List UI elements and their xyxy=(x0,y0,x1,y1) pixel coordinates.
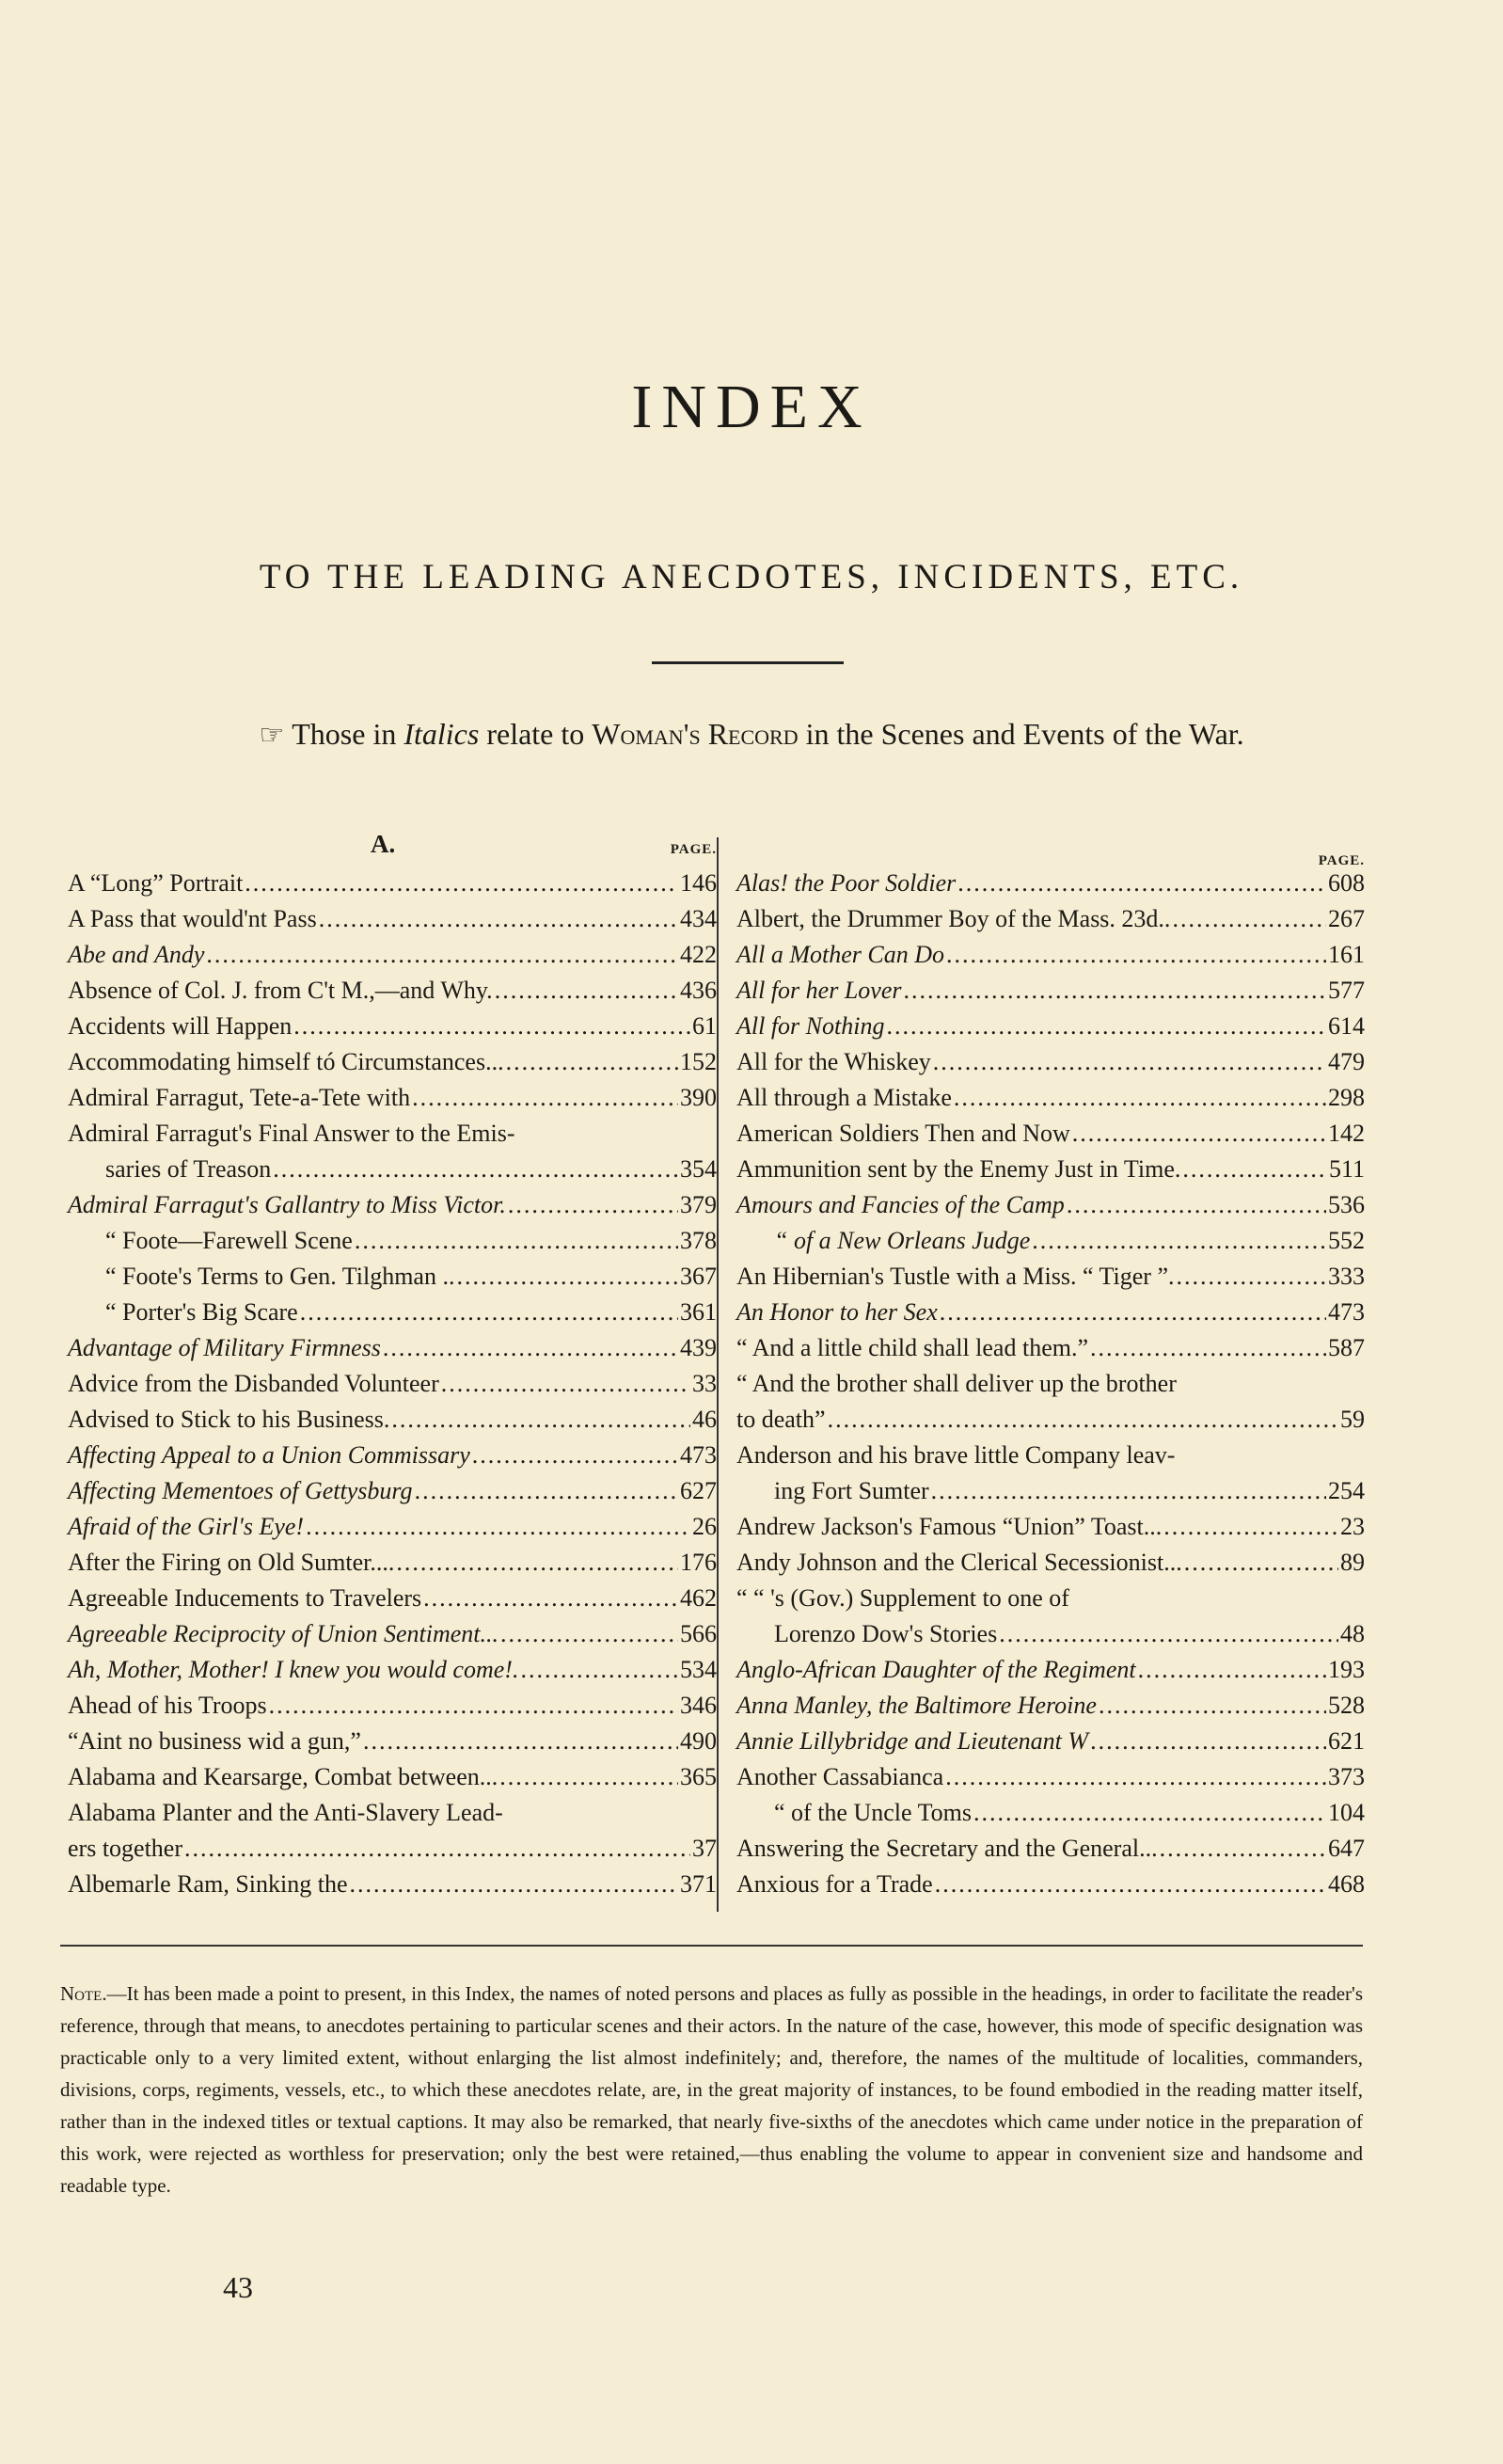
index-entry xyxy=(736,1116,1365,1152)
leader-dots xyxy=(472,1438,678,1473)
index-entry xyxy=(736,1545,1365,1581)
entry-page-number: 379 xyxy=(680,1191,717,1218)
entry-page-number: 146 xyxy=(680,869,717,897)
index-entry xyxy=(736,1366,1365,1402)
entry-title: A Pass that would'nt Pass xyxy=(68,905,317,932)
leader-dots xyxy=(495,973,678,1009)
entry-title: Andy Johnson and the Clerical Secessionist... xyxy=(736,1549,1182,1576)
title-rule xyxy=(652,661,844,664)
entry-title: Amours and Fancies of the Camp xyxy=(736,1191,1065,1218)
page-column-label: PAGE. xyxy=(1318,853,1365,868)
leader-dots xyxy=(269,1688,678,1724)
entry-title: “ Foote—Farewell Scene xyxy=(105,1227,353,1254)
entry-page-number: 587 xyxy=(1328,1334,1365,1361)
entry-title: “ “ 's (Gov.) Supplement to one of xyxy=(736,1584,1069,1612)
index-entry xyxy=(68,937,717,973)
index-entry xyxy=(68,1259,717,1295)
entry-title: Ammunition sent by the Enemy Just in Time. xyxy=(736,1155,1181,1183)
entry-page-number: 59 xyxy=(1340,1406,1365,1433)
entry-page-number: 361 xyxy=(680,1298,717,1326)
entry-title: Answering the Secretary and the General... xyxy=(736,1835,1158,1862)
entry-title: Agreeable Inducements to Travelers xyxy=(68,1584,422,1612)
index-entry xyxy=(68,1366,717,1402)
index-entry xyxy=(736,1652,1365,1688)
index-entry xyxy=(736,1080,1365,1116)
leader-dots xyxy=(954,1080,1326,1116)
leader-dots xyxy=(933,1044,1326,1080)
leader-dots xyxy=(1160,1831,1326,1867)
entry-title: All for her Lover xyxy=(736,977,902,1004)
index-entry xyxy=(68,901,717,937)
index-entry xyxy=(68,1044,717,1080)
entry-title: “ of the Uncle Toms xyxy=(774,1799,972,1826)
notice-text-after: relate to xyxy=(479,717,593,751)
entry-page-number: 61 xyxy=(692,1012,717,1040)
index-entry xyxy=(736,1867,1365,1902)
index-entry xyxy=(68,866,717,901)
entry-title: Albert, the Drummer Boy of the Mass. 23d.. xyxy=(736,905,1171,932)
index-entry xyxy=(68,1724,717,1759)
entry-title: Accidents will Happen xyxy=(68,1012,293,1040)
entry-page-number: 462 xyxy=(680,1584,717,1612)
index-entry xyxy=(68,1116,717,1152)
entry-title: Anna Manley, the Baltimore Heroine xyxy=(736,1692,1097,1719)
leader-dots xyxy=(1138,1652,1326,1688)
leader-dots xyxy=(1067,1187,1326,1223)
notice-italics-word: Italics xyxy=(403,717,480,751)
entry-page-number: 436 xyxy=(680,977,717,1004)
entry-title: “ And a little child shall lead them.” xyxy=(736,1334,1089,1361)
entry-page-number: 627 xyxy=(680,1477,717,1504)
index-entry xyxy=(68,1152,717,1187)
entry-title: Anxious for a Trade xyxy=(736,1870,933,1898)
entry-title: Admiral Farragut, Tete-a-Tete with xyxy=(68,1084,411,1111)
leader-dots xyxy=(1177,1259,1327,1295)
entry-title: Affecting Appeal to a Union Commissary xyxy=(68,1441,470,1469)
entry-title: Ah, Mother, Mother! I knew you would come!. xyxy=(68,1656,519,1683)
index-entry xyxy=(736,1044,1365,1080)
italics-notice xyxy=(0,717,1503,752)
entry-page-number: 479 xyxy=(1328,1048,1365,1075)
entry-title: All a Mother Can Do xyxy=(736,941,944,968)
leader-dots xyxy=(293,1009,690,1044)
leader-dots xyxy=(412,1080,678,1116)
index-entry xyxy=(68,1616,717,1652)
index-entry xyxy=(68,1759,717,1795)
entry-page-number: 614 xyxy=(1328,1012,1365,1040)
leader-dots xyxy=(245,866,678,901)
entry-title: Admiral Farragut's Final Answer to the Emis- xyxy=(68,1120,515,1147)
index-entry xyxy=(736,1259,1365,1295)
entry-title: Absence of Col. J. from C't M.,—and Why. xyxy=(68,977,493,1004)
index-entry xyxy=(736,1724,1365,1759)
index-entry xyxy=(736,937,1365,973)
index-entry xyxy=(68,1223,717,1259)
entry-page-number: 23 xyxy=(1340,1513,1365,1540)
index-entry xyxy=(736,866,1365,901)
index-entry xyxy=(736,1152,1365,1187)
entry-title: “Aint no business wid a gun,” xyxy=(68,1727,361,1755)
entry-page-number: 390 xyxy=(680,1084,717,1111)
page-column-label: PAGE. xyxy=(670,842,717,857)
leader-dots xyxy=(1072,1116,1326,1152)
entry-title: Agreeable Reciprocity of Union Sentiment... xyxy=(68,1620,498,1647)
entry-page-number: 373 xyxy=(1328,1763,1365,1790)
entry-title: American Soldiers Then and Now xyxy=(736,1120,1070,1147)
entry-title: Advantage of Military Firmness xyxy=(68,1334,381,1361)
entry-page-number: 434 xyxy=(680,905,717,932)
entry-page-number: 33 xyxy=(692,1370,717,1397)
index-entry xyxy=(736,1438,1365,1473)
entry-title: “ of a New Orleans Judge xyxy=(774,1227,1031,1254)
leader-dots xyxy=(935,1867,1326,1902)
index-entry xyxy=(736,1688,1365,1724)
entry-page-number: 365 xyxy=(680,1763,717,1790)
index-entry xyxy=(736,1509,1365,1545)
entry-title: “ Foote's Terms to Gen. Tilghman .. xyxy=(105,1263,455,1290)
entry-page-number: 176 xyxy=(680,1549,717,1576)
leader-dots xyxy=(300,1295,678,1330)
column-header xyxy=(68,828,717,866)
notice-text-end: in the Scenes and Events of the War. xyxy=(798,717,1244,751)
leader-dots xyxy=(206,937,678,973)
page-number: 43 xyxy=(223,2270,253,2304)
index-entries-right xyxy=(736,866,1365,1902)
index-column-right xyxy=(736,828,1365,1902)
index-entry xyxy=(736,1795,1365,1831)
entry-page-number: 142 xyxy=(1328,1120,1365,1147)
index-entry xyxy=(736,1330,1365,1366)
entry-page-number: 26 xyxy=(692,1513,717,1540)
entry-page-number: 267 xyxy=(1328,905,1365,932)
entry-page-number: 378 xyxy=(680,1227,717,1254)
entry-page-number: 152 xyxy=(680,1048,717,1075)
leader-dots xyxy=(423,1581,678,1616)
index-entry xyxy=(736,1295,1365,1330)
entry-title: An Hibernian's Tustle with a Miss. “ Tiger ”. xyxy=(736,1263,1175,1290)
index-entry xyxy=(68,1009,717,1044)
leader-dots xyxy=(306,1509,690,1545)
entry-title: Lorenzo Dow's Stories xyxy=(774,1620,998,1647)
entry-page-number: 48 xyxy=(1340,1620,1365,1647)
footnote-rule xyxy=(60,1945,1363,1947)
entry-title: An Honor to her Sex xyxy=(736,1298,938,1326)
index-entry xyxy=(736,973,1365,1009)
leader-dots xyxy=(273,1152,678,1187)
entry-title: “ Porter's Big Scare xyxy=(105,1298,298,1326)
leader-dots xyxy=(1172,901,1326,937)
index-entry xyxy=(68,1402,717,1438)
leader-dots xyxy=(1099,1688,1326,1724)
entry-page-number: 608 xyxy=(1328,869,1365,897)
entry-page-number: 536 xyxy=(1328,1191,1365,1218)
index-entry xyxy=(68,1473,717,1509)
leader-dots xyxy=(508,1187,678,1223)
entry-page-number: 552 xyxy=(1328,1227,1365,1254)
entry-title: Affecting Mementoes of Gettysburg xyxy=(68,1477,413,1504)
index-entry xyxy=(68,1187,717,1223)
notice-text-before: Those in xyxy=(292,717,404,751)
index-entry xyxy=(736,1402,1365,1438)
entry-title: Alas! the Poor Soldier xyxy=(736,869,957,897)
leader-dots xyxy=(363,1724,678,1759)
index-entry xyxy=(68,1330,717,1366)
entry-page-number: 37 xyxy=(692,1835,717,1862)
entry-page-number: 371 xyxy=(680,1870,717,1898)
index-entry xyxy=(736,1581,1365,1616)
index-entry xyxy=(68,1795,717,1831)
footnote xyxy=(60,1978,1363,2202)
column-divider xyxy=(717,837,719,1912)
entry-title: ers together xyxy=(68,1835,183,1862)
index-column-left xyxy=(68,828,717,1902)
entry-page-number: 333 xyxy=(1328,1263,1365,1290)
footnote-text: —It has been made a point to present, in this Index, the names of noted persons and places as fully as possible in the headings, in order to facilitate the reader's reference, through that means, to anecdotes pertaining to particular scenes and their actors. In the nature of the case, however, this mode of specific designation was practicable only to a very limited extent, without enlarging the list almost indefinitely; and, therefore, the names of the multitude of localities, commanders, divisions, corps, regiments, vessels, etc., to which these anecdotes relate, are, in the great majority of instances, to be found embodied in the reading matter itself, rather than in the indexed titles or textual captions. It may also be remarked, that nearly five-sixths of the anecdotes which came under notice in the preparation of this work, were rejected as worthless for preservation; only the best were retained,—thus enabling the volume to appear in convenient size and handsome and readable type. xyxy=(60,1982,1363,2197)
column-header xyxy=(736,828,1365,866)
leader-dots xyxy=(506,1044,678,1080)
section-letter: A. xyxy=(371,830,396,858)
entry-title: Accommodating himself tó Circumstances... xyxy=(68,1048,504,1075)
entry-title: Alabama and Kearsarge, Combat between... xyxy=(68,1763,498,1790)
leader-dots xyxy=(904,973,1327,1009)
entry-title: A “Long” Portrait xyxy=(68,869,244,897)
index-entry xyxy=(68,1545,717,1581)
index-entry xyxy=(736,1616,1365,1652)
page-title: INDEX xyxy=(631,373,872,441)
leader-dots xyxy=(945,1759,1326,1795)
index-entry xyxy=(736,1009,1365,1044)
entry-page-number: 473 xyxy=(1328,1298,1365,1326)
leader-dots xyxy=(1163,1509,1338,1545)
leader-dots xyxy=(973,1795,1326,1831)
index-entry xyxy=(68,1867,717,1902)
index-entry xyxy=(736,1223,1365,1259)
page-subtitle: TO THE LEADING ANECDOTES, INCIDENTS, ETC. xyxy=(259,558,1244,596)
entry-title: All for the Whiskey xyxy=(736,1048,931,1075)
entry-page-number: 439 xyxy=(680,1334,717,1361)
entry-title: After the Firing on Old Sumter.... xyxy=(68,1549,395,1576)
entry-title: Anderson and his brave little Company leav- xyxy=(736,1441,1176,1469)
leader-dots xyxy=(441,1366,690,1402)
index-entry xyxy=(68,1688,717,1724)
index-entry xyxy=(736,1187,1365,1223)
entry-title: All for Nothing xyxy=(736,1012,885,1040)
footnote-label: Note. xyxy=(60,1982,107,2005)
index-entry xyxy=(68,973,717,1009)
entry-title: Admiral Farragut's Gallantry to Miss Victor. xyxy=(68,1191,506,1218)
index-entry xyxy=(68,1438,717,1473)
entry-page-number: 161 xyxy=(1328,941,1365,968)
entry-page-number: 346 xyxy=(680,1692,717,1719)
entry-page-number: 354 xyxy=(680,1155,717,1183)
entry-page-number: 422 xyxy=(680,941,717,968)
entry-page-number: 511 xyxy=(1328,1155,1365,1183)
entry-page-number: 254 xyxy=(1328,1477,1365,1504)
leader-dots xyxy=(500,1616,678,1652)
leader-dots xyxy=(1032,1223,1326,1259)
notice-womans-record: Woman's Record xyxy=(592,717,799,751)
entry-title: Advised to Stick to his Business. xyxy=(68,1406,390,1433)
leader-dots xyxy=(456,1259,678,1295)
entry-title: Annie Lillybridge and Lieutenant W xyxy=(736,1727,1089,1755)
entry-page-number: 528 xyxy=(1328,1692,1365,1719)
entry-page-number: 104 xyxy=(1328,1799,1365,1826)
entry-page-number: 298 xyxy=(1328,1084,1365,1111)
index-entry xyxy=(68,1831,717,1867)
entry-title: All through a Mistake xyxy=(736,1084,952,1111)
leader-dots xyxy=(184,1831,690,1867)
entry-page-number: 473 xyxy=(680,1441,717,1469)
entry-title: Abe and Andy xyxy=(68,941,205,968)
leader-dots xyxy=(940,1295,1326,1330)
leader-dots xyxy=(946,937,1326,973)
leader-dots xyxy=(957,866,1326,901)
leader-dots xyxy=(319,901,678,937)
index-entry xyxy=(68,1581,717,1616)
entry-title: Andrew Jackson's Famous “Union” Toast... xyxy=(736,1513,1163,1540)
entry-title: Ahead of his Troops xyxy=(68,1692,267,1719)
index-entries-left xyxy=(68,866,717,1902)
entry-title: Alabama Planter and the Anti-Slavery Lead- xyxy=(68,1799,503,1826)
leader-dots xyxy=(1184,1545,1338,1581)
entry-title: saries of Treason xyxy=(105,1155,272,1183)
leader-dots xyxy=(391,1402,690,1438)
entry-title: ing Fort Sumter xyxy=(774,1477,929,1504)
entry-page-number: 490 xyxy=(680,1727,717,1755)
index-entry xyxy=(736,1831,1365,1867)
leader-dots xyxy=(828,1402,1338,1438)
index-entry xyxy=(68,1652,717,1688)
leader-dots xyxy=(1090,1330,1326,1366)
leader-dots xyxy=(355,1223,678,1259)
index-entry xyxy=(736,1759,1365,1795)
leader-dots xyxy=(1182,1152,1327,1187)
entry-title: Anglo-African Daughter of the Regiment xyxy=(736,1656,1136,1683)
leader-dots xyxy=(931,1473,1326,1509)
leader-dots xyxy=(499,1759,678,1795)
entry-title: Afraid of the Girl's Eye! xyxy=(68,1513,305,1540)
leader-dots xyxy=(396,1545,678,1581)
entry-page-number: 468 xyxy=(1328,1870,1365,1898)
entry-page-number: 566 xyxy=(680,1620,717,1647)
index-entry xyxy=(736,901,1365,937)
entry-title: Albemarle Ram, Sinking the xyxy=(68,1870,348,1898)
entry-page-number: 647 xyxy=(1328,1835,1365,1862)
entry-page-number: 367 xyxy=(680,1263,717,1290)
leader-dots xyxy=(350,1867,678,1902)
leader-dots xyxy=(999,1616,1338,1652)
index-entry xyxy=(68,1509,717,1545)
leader-dots xyxy=(520,1652,678,1688)
entry-page-number: 534 xyxy=(680,1656,717,1683)
leader-dots xyxy=(415,1473,678,1509)
index-entry xyxy=(68,1080,717,1116)
entry-page-number: 89 xyxy=(1340,1549,1365,1576)
leader-dots xyxy=(1090,1724,1326,1759)
entry-title: Another Cassabianca xyxy=(736,1763,944,1790)
entry-title: to death” xyxy=(736,1406,826,1433)
entry-page-number: 621 xyxy=(1328,1727,1365,1755)
entry-page-number: 577 xyxy=(1328,977,1365,1004)
leader-dots xyxy=(383,1330,678,1366)
pointing-hand-icon: ☞ xyxy=(259,720,285,751)
index-entry xyxy=(68,1295,717,1330)
entry-page-number: 46 xyxy=(692,1406,717,1433)
entry-title: “ And the brother shall deliver up the brother xyxy=(736,1370,1177,1397)
entry-page-number: 193 xyxy=(1328,1656,1365,1683)
index-entry xyxy=(736,1473,1365,1509)
leader-dots xyxy=(886,1009,1326,1044)
entry-title: Advice from the Disbanded Volunteer xyxy=(68,1370,439,1397)
